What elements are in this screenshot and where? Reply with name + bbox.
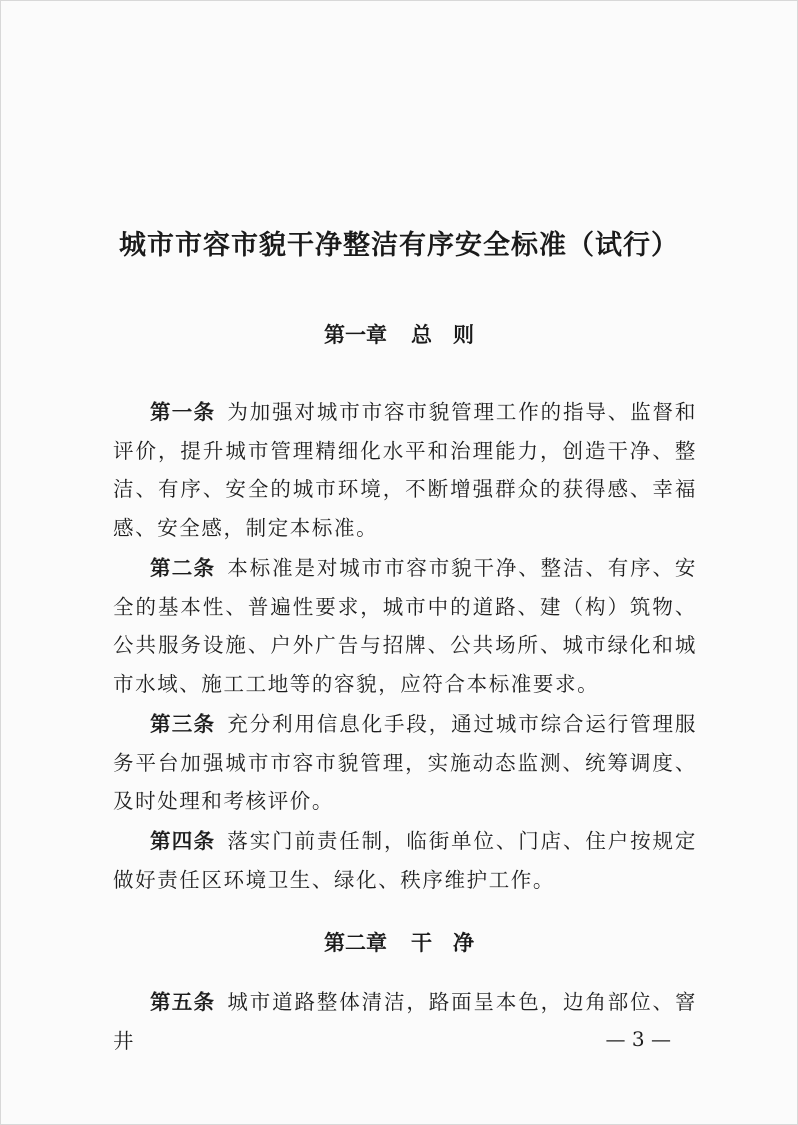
- article-text: 落实门前责任制，临街单位、门店、住户按规定做好责任区环境卫生、绿化、秩序维护工作。: [113, 829, 697, 892]
- article-2: [113, 549, 697, 704]
- document-title: 城市市容市貌干净整洁有序安全标准（试行）: [119, 230, 679, 261]
- article-label: 第四条: [150, 829, 216, 853]
- chapter-number: 第二章: [324, 931, 387, 955]
- article-1: [113, 393, 697, 548]
- chapter-heading-2: [1, 927, 797, 957]
- page-number: — 3 —: [605, 1027, 671, 1051]
- article-4: [113, 822, 697, 899]
- chapter-heading-1: [1, 319, 797, 349]
- chapter-name: 干 净: [411, 931, 474, 955]
- article-label: 第二条: [150, 556, 216, 580]
- article-text: 充分利用信息化手段，通过城市综合运行管理服务平台加强城市市容市貌管理，实施动态监测、统筹调度、及时处理和考核评价。: [113, 712, 697, 814]
- article-text: 城市道路整体清洁，路面呈本色，边角部位、窨井: [113, 990, 697, 1053]
- article-text: 本标准是对城市市容市貌干净、整洁、有序、安全的基本性、普遍性要求，城市中的道路、建（构）筑物、公共服务设施、户外广告与招牌、公共场所、城市绿化和城市水域、施工工地等的容貌，应符合本标准要求。: [113, 556, 697, 697]
- chapter-number: 第一章: [324, 323, 387, 347]
- article-text: 为加强对城市市容市貌管理工作的指导、监督和评价，提升城市管理精细化水平和治理能力，创造干净、整洁、有序、安全的城市环境，不断增强群众的获得感、幸福感、安全感，制定本标准。: [113, 400, 697, 541]
- chapter-name: 总 则: [411, 323, 474, 347]
- article-label: 第一条: [150, 400, 216, 424]
- article-label: 第三条: [150, 712, 216, 736]
- article-3: [113, 705, 697, 821]
- article-label: 第五条: [150, 990, 216, 1014]
